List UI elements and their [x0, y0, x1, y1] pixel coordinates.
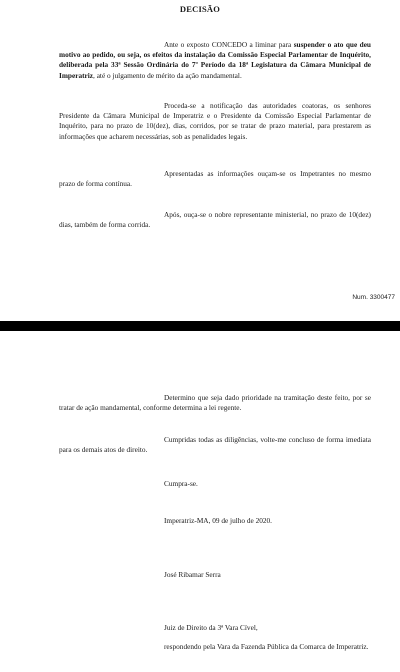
signer-name: José Ribamar Serra [164, 570, 221, 579]
place-date: Imperatriz-MA, 09 de julho de 2020. [164, 516, 273, 525]
signer-role: Juiz de Direito da 3ª Vara Cível, [164, 623, 258, 632]
paragraph-diligencias: Cumpridas todas as diligências, volte-me concluso de forma imediata para os demais atos de direito. [59, 435, 371, 455]
paragraph-prioridade: Determino que seja dado prioridade na tramitação deste feito, por se tratar de ação mandamental, conforme determina a lei regente. [59, 393, 371, 413]
paragraph-respondendo: respondendo pela Vara da Fazenda Pública da Comarca de Imperatriz. [164, 642, 369, 651]
page-separator [0, 321, 400, 331]
document-number: Num. 3300477 [352, 294, 395, 301]
document-page-1 [0, 0, 400, 321]
document-page-2 [0, 331, 400, 672]
paragraph-liminar-bold: suspender o ato que deu motivo ao pedido, ou seja, os efeitos da instalação da Comissão Especial Parlamentar de Inquérito, deliberada pela 33ª Sessão Ordinária do 7º Período da 18ª Legislatura da Câmara Municipal de Imperatriz [59, 40, 371, 80]
paragraph-liminar [59, 40, 371, 81]
paragraph-liminar-tail: , até o julgamento de mérito da ação mandamental. [93, 70, 242, 80]
paragraph-informacoes: Apresentadas as informações ouçam-se os Impetrantes no mesmo prazo de forma contínua. [59, 169, 371, 189]
paragraph-notificacao: Proceda-se a notificação das autoridades coatoras, os senhores Presidente da Câmara Municipal de Imperatriz e o Presidente da Comissão Especial Parlamentar de Inquérito, para no prazo de 10(dez), dias, corridos, por se tratar de prazo material, para prestarem as informações que acharem necessárias, sob as penalidades legais. [59, 101, 371, 141]
cumpra-se: Cumpra-se. [164, 479, 198, 488]
paragraph-liminar-lead: Ante o exposto CONCEDO a liminar para [164, 40, 294, 49]
paragraph-ministerial: Após, ouça-se o nobre representante ministerial, no prazo de 10(dez) dias, também de forma corrida. [59, 210, 371, 230]
decision-title: DECISÃO [179, 4, 221, 14]
